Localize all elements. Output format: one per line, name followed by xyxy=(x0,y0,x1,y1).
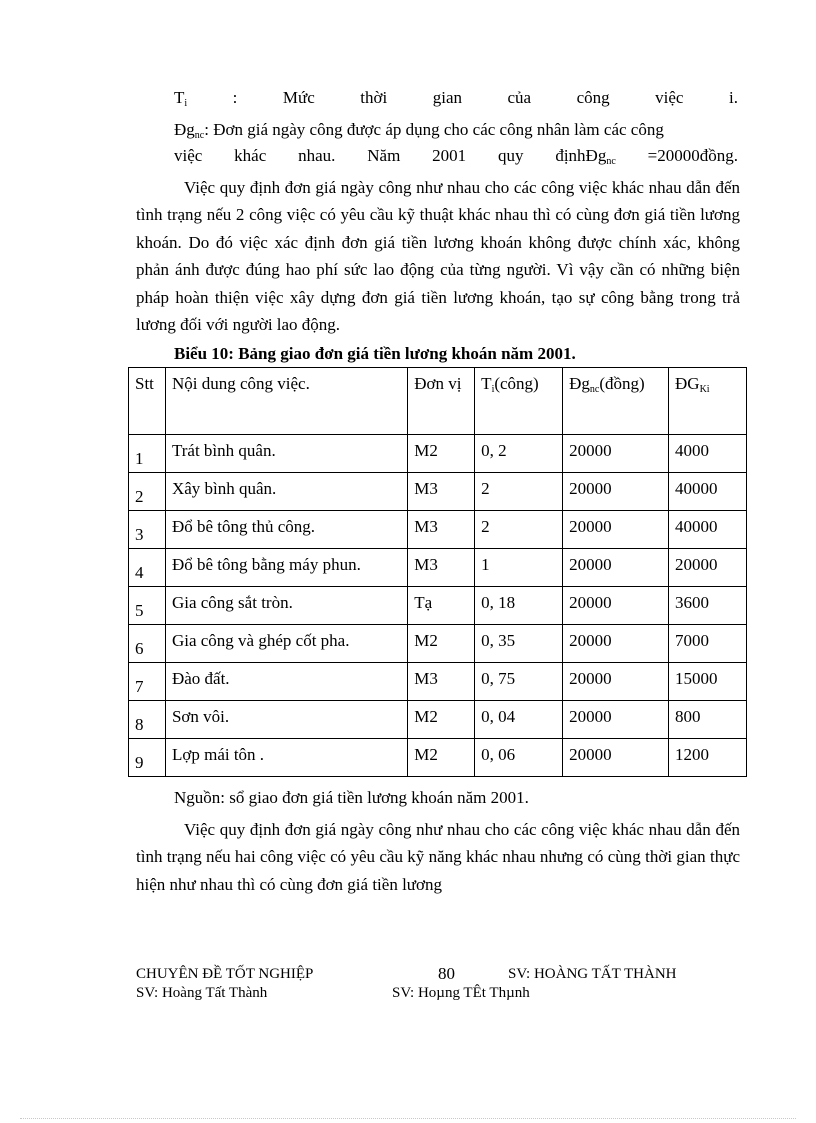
cell-content: Đào đất. xyxy=(165,663,407,701)
source-note: Nguồn: sổ giao đơn giá tiền lương khoán năm 2001. xyxy=(174,788,529,807)
cell-dgki: 20000 xyxy=(669,549,747,587)
cell-content: Sơn vôi. xyxy=(165,701,407,739)
cell-unit: M3 xyxy=(408,511,475,549)
cell-dgki: 4000 xyxy=(669,435,747,473)
cell-ti: 0, 35 xyxy=(475,625,563,663)
cell-dgnc: 20000 xyxy=(563,435,669,473)
definition-ti: $T_i$ : Mức thời gian của công việc i. xyxy=(174,88,738,109)
cell-dgnc: 20000 xyxy=(563,587,669,625)
definition-dgnc-line1: $Đg_{nc}$: Đơn giá ngày công được áp dụng cho các công nhân làm các công xyxy=(174,120,664,141)
table-row xyxy=(129,435,747,473)
cell-unit: M3 xyxy=(408,663,475,701)
footer-left-author: SV: Hoàng Tất Thành xyxy=(136,985,268,1001)
cell-stt: 4 xyxy=(129,549,166,587)
cell-unit: Tạ xyxy=(408,587,475,625)
cell-stt: 1 xyxy=(129,435,166,473)
cell-dgki: 3600 xyxy=(669,587,747,625)
cell-dgki: 15000 xyxy=(669,663,747,701)
cell-unit: M2 xyxy=(408,625,475,663)
cell-content: Gia công sắt tròn. xyxy=(165,587,407,625)
cell-dgnc: 20000 xyxy=(563,625,669,663)
page-bottom-divider xyxy=(20,1118,796,1119)
table-row xyxy=(129,587,747,625)
cell-dgnc: 20000 xyxy=(563,701,669,739)
cell-dgnc: 20000 xyxy=(563,511,669,549)
cell-content: Đổ bê tông bằng máy phun. xyxy=(165,549,407,587)
cell-dgnc: 20000 xyxy=(563,739,669,777)
cell-stt: 7 xyxy=(129,663,166,701)
cell-stt: 9 xyxy=(129,739,166,777)
cell-content: Trát bình quân. xyxy=(165,435,407,473)
cell-ti: 2 xyxy=(475,473,563,511)
body-paragraph-1: Việc quy định đơn giá ngày công như nhau cho các công việc khác nhau dẫn đến tình trạng nếu 2 công việc có yêu cầu kỹ thuật khác nhau thì có cùng đơn giá tiền lương khoán. Do đó việc xác định đơn giá tiền lương khoán không được chính xác, không phản ánh được đúng hao phí sức lao động của từng người. Vì vậy cần có những biện pháp hoàn thiện việc xây dựng đơn giá tiền lương khoán, tạo sự công bằng trong trả lương đối với người lao động. xyxy=(136,178,740,335)
table-row xyxy=(129,701,747,739)
table-row xyxy=(129,549,747,587)
cell-stt: 6 xyxy=(129,625,166,663)
cell-unit: M2 xyxy=(408,739,475,777)
definition-dgnc-line2: việc khác nhau. Năm 2001 quy địnhĐg$_{nc}$ =20000đồng. xyxy=(174,146,738,167)
cell-unit: M2 xyxy=(408,701,475,739)
cell-ti: 0, 2 xyxy=(475,435,563,473)
cell-dgki: 1200 xyxy=(669,739,747,777)
footer-mid-author: SV: Hoµng TÊt Thµnh xyxy=(392,985,530,1001)
table-row xyxy=(129,739,747,777)
footer-page-number: 80 xyxy=(438,964,455,983)
cell-stt: 8 xyxy=(129,701,166,739)
cell-dgki: 800 xyxy=(669,701,747,739)
cell-dgki: 7000 xyxy=(669,625,747,663)
cell-dgnc: 20000 xyxy=(563,663,669,701)
cell-unit: M2 xyxy=(408,435,475,473)
header-unit: Đơn vị xyxy=(408,368,475,435)
cell-unit: M3 xyxy=(408,549,475,587)
cell-content: Xây bình quân. xyxy=(165,473,407,511)
cell-ti: 0, 06 xyxy=(475,739,563,777)
table-caption: Biểu 10: Bảng giao đơn giá tiền lương khoán năm 2001. xyxy=(174,344,576,363)
cell-dgnc: 20000 xyxy=(563,473,669,511)
table-row xyxy=(129,625,747,663)
header-ti: $T_i(công)$ xyxy=(475,368,563,435)
footer-left-title: CHUYÊN ĐỀ TỐT NGHIỆP xyxy=(136,966,314,982)
cell-stt: 3 xyxy=(129,511,166,549)
cell-dgki: 40000 xyxy=(669,473,747,511)
table-row xyxy=(129,473,747,511)
cell-ti: 2 xyxy=(475,511,563,549)
cell-content: Đổ bê tông thủ công. xyxy=(165,511,407,549)
cell-unit: M3 xyxy=(408,473,475,511)
table-header-row xyxy=(129,368,747,435)
cell-ti: 0, 75 xyxy=(475,663,563,701)
footer-right-author: SV: HOÀNG TẤT THÀNH xyxy=(508,966,677,982)
cell-dgnc: 20000 xyxy=(563,549,669,587)
header-stt: Stt xyxy=(129,368,166,435)
cell-ti: 1 xyxy=(475,549,563,587)
header-dgnc: $Đg_{nc}(đồng)$ xyxy=(563,368,669,435)
cell-stt: 2 xyxy=(129,473,166,511)
header-content: Nội dung công việc. xyxy=(165,368,407,435)
table-row xyxy=(129,663,747,701)
cell-content: Gia công và ghép cốt pha. xyxy=(165,625,407,663)
cell-content: Lợp mái tôn . xyxy=(165,739,407,777)
cell-dgki: 40000 xyxy=(669,511,747,549)
cell-ti: 0, 18 xyxy=(475,587,563,625)
header-dgki: $ĐG_{Ki}$ xyxy=(669,368,747,435)
cell-ti: 0, 04 xyxy=(475,701,563,739)
table-row xyxy=(129,511,747,549)
body-paragraph-2: Việc quy định đơn giá ngày công như nhau cho các công việc khác nhau dẫn đến tình trạng nếu hai công việc có yêu cầu kỹ năng khác nhau nhưng có cùng thời gian thực hiện như nhau thì có cùng đơn giá tiền lương xyxy=(136,820,740,894)
cell-stt: 5 xyxy=(129,587,166,625)
wage-rate-table xyxy=(128,367,747,777)
